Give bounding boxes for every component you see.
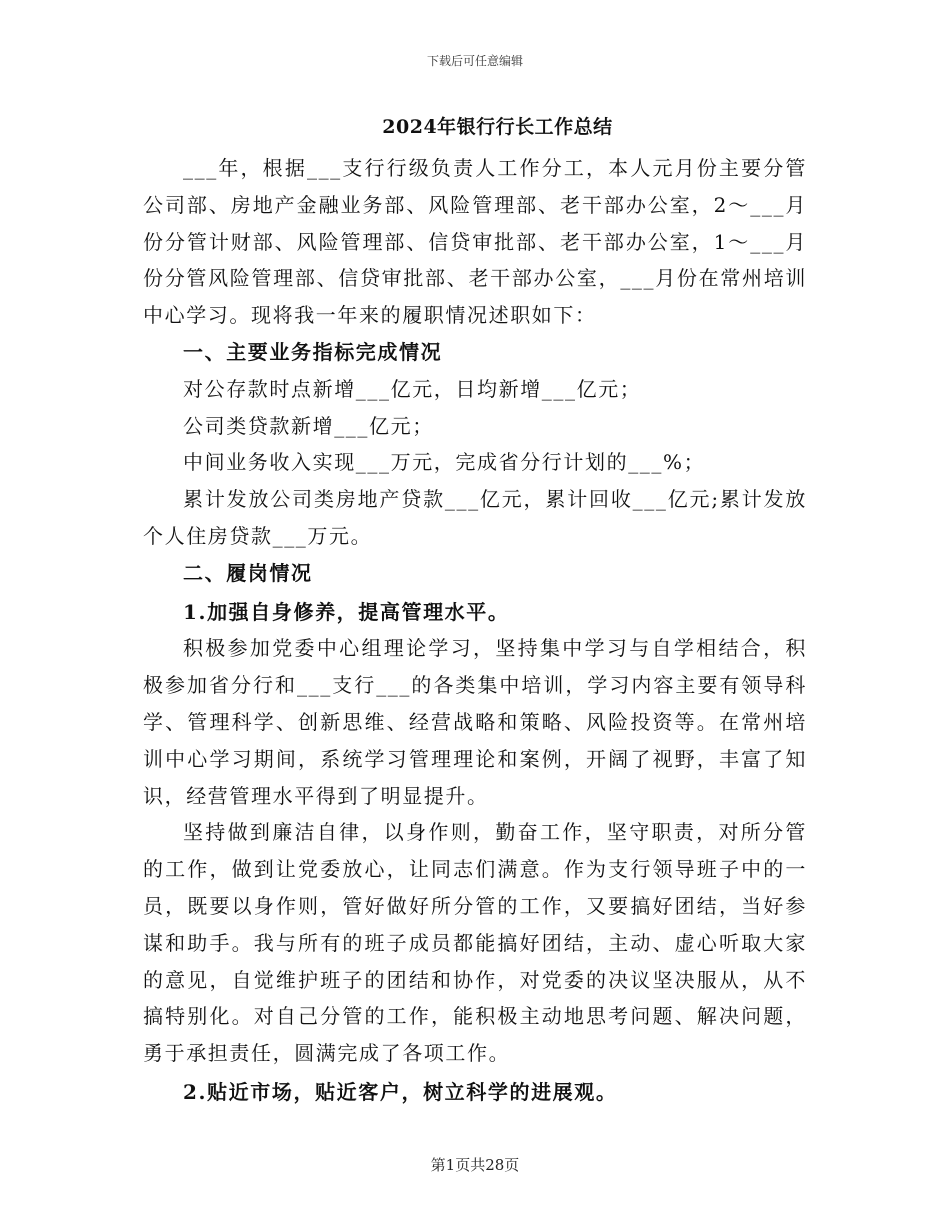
indicator-line-deposits: 对公存款时点新增___亿元，日均新增___亿元； [183,376,642,401]
section-heading-duties: 二、履岗情况 [183,560,313,585]
indicator-line-real-estate-loans: 累计发放公司类房地产贷款___亿元，累计回收___亿元;累计发放个人住房贷款___万元。 [143,487,807,548]
indicator-line-intermediate-income: 中间业务收入实现___万元，完成省分行计划的___%； [183,450,706,475]
subheading-self-cultivation: 1.加强自身修养，提高管理水平。 [183,599,510,624]
section-heading-key-indicators: 一、主要业务指标完成情况 [183,339,443,364]
document-body [143,150,807,1111]
paragraph-integrity: 坚持做到廉洁自律，以身作则，勤奋工作，坚守职责，对所分管的工作，做到让党委放心，让同志们满意。作为支行领导班子中的一员，既要以身作则，管好做好所分管的工作，又要搞好团结，当好参谋和助手。我与所有的班子成员都能搞好团结，主动、虚心听取大家的意见，自觉维护班子的团结和协作，对党委的决议坚决服从，从不搞特别化。对自己分管的工作，能积极主动地思考问题、解决问题，勇于承担责任，圆满完成了各项工作。 [143,820,807,1066]
page-header-note: 下载后可任意编辑 [426,54,523,68]
paragraph-study: 积极参加党委中心组理论学习，坚持集中学习与自学相结合，积极参加省分行和___支行___的各类集中培训，学习内容主要有领导科学、管理科学、创新思维、经营战略和策略、风险投资等。在常州培训中心学习期间，系统学习管理理论和案例，开阔了视野，丰富了知识，经营管理水平得到了明显提升。 [143,636,807,808]
indicator-line-loans: 公司类贷款新增___亿元； [183,413,434,438]
intro-paragraph: ___年，根据___支行行级负责人工作分工，本人元月份主要分管公司部、房地产金融业务部、风险管理部、老干部办公室，2～___月份分管计财部、风险管理部、信贷审批部、老干部办公室，1～___月份分管风险管理部、信贷审批部、老干部办公室，___月份在常州培训中心学习。现将我一年来的履职情况述职如下： [143,156,807,328]
page-number: 第1页共28页 [430,1156,520,1174]
subheading-market-customers: 2.贴近市场，贴近客户，树立科学的进展观。 [183,1079,618,1104]
document-title: 2024年银行行长工作总结 [382,116,613,138]
